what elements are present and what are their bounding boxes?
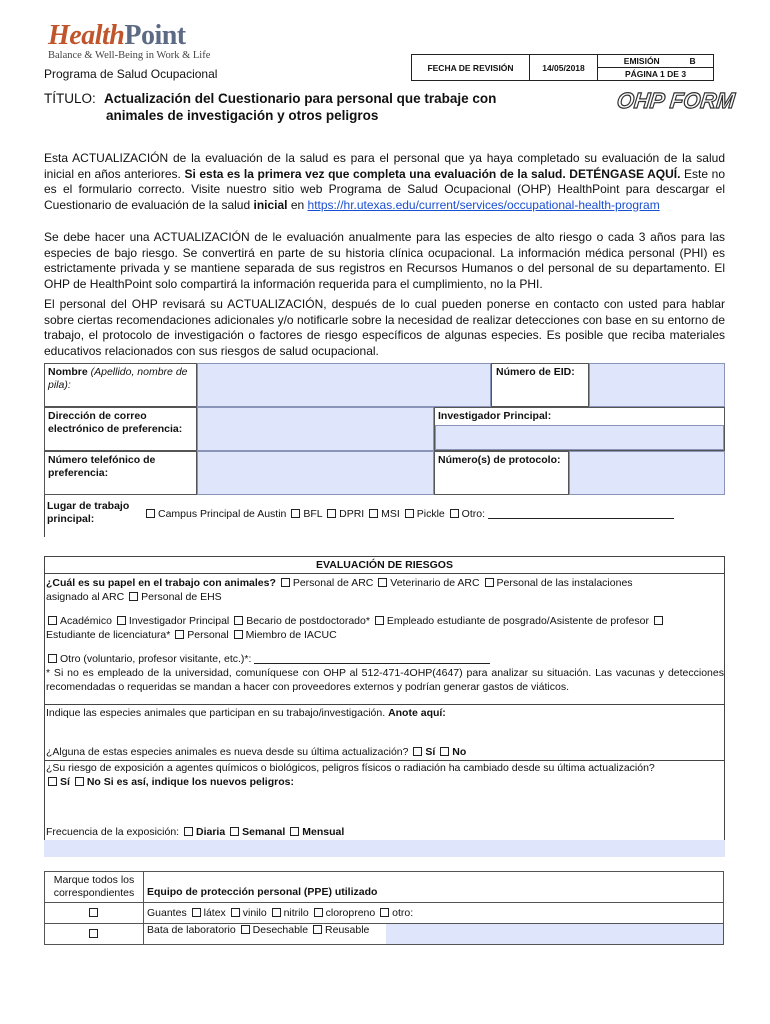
checkbox-gloves-other[interactable] xyxy=(380,908,389,917)
role-ehs: Personal de EHS xyxy=(141,590,222,603)
role-arc: Personal de ARC xyxy=(292,577,374,589)
checkbox-new-species-no[interactable] xyxy=(440,747,449,756)
exposure-border-left xyxy=(44,760,45,840)
checkbox-otro[interactable] xyxy=(450,509,459,518)
emision-label: EMISIÓN xyxy=(598,55,686,68)
exposure-border-right xyxy=(724,760,725,840)
pi-label: Investigador Principal: xyxy=(434,407,725,451)
labcoat-disposable: Desechable xyxy=(252,924,309,936)
checkbox-new-species-yes[interactable] xyxy=(413,747,422,756)
role-facilities-cont: asignado al ARC xyxy=(46,590,125,603)
checkbox-labcoat-reusable[interactable] xyxy=(313,925,322,934)
ohp-website-link[interactable]: https://hr.utexas.edu/current/services/occupational-health-program xyxy=(307,197,660,212)
title-line-1: Actualización del Cuestionario para personal que trabaje con xyxy=(104,91,497,106)
ppe-row2 xyxy=(144,924,724,945)
frequency-label: Frecuencia de la exposición: xyxy=(46,826,180,838)
checkbox-role-personal[interactable] xyxy=(175,630,184,639)
checkbox-freq-monthly[interactable] xyxy=(290,827,299,836)
checkbox-gloves-latex[interactable] xyxy=(192,908,201,917)
form-title xyxy=(44,90,564,124)
workplace-otro: Otro: xyxy=(461,508,486,520)
checkbox-role-arc[interactable] xyxy=(281,578,290,587)
checkbox-labcoat-disposable[interactable] xyxy=(241,925,250,934)
checkbox-pickle[interactable] xyxy=(405,509,414,518)
revision-table xyxy=(411,54,714,81)
role-iacuc: Miembro de IACUC xyxy=(245,628,337,641)
role-postdoc: Becario de postdoctorado* xyxy=(246,615,370,627)
checkbox-ppe-gloves[interactable] xyxy=(89,908,98,917)
program-name: Programa de Salud Ocupacional xyxy=(44,67,218,81)
role-other-block xyxy=(46,653,724,667)
role-vet: Veterinario de ARC xyxy=(390,577,480,589)
checkbox-role-pi[interactable] xyxy=(117,616,126,625)
intro-paragraph-3: El personal del OHP revisará su ACTUALIZACIÓN, después de lo cual pueden ponerse en contacto con usted para hablar sobre ciertas recomendaciones adicionales y/o notificarle sobre la necesidad de realizar detecciones con base en su entorno de trabajo, el protocolo de investigación o factores de riesgo específicos de algunas especies. Es posible que reciba materiales educativos relacionados con sus riesgos de salud ocupacional. xyxy=(44,297,725,358)
checkbox-role-grad[interactable] xyxy=(375,616,384,625)
workplace-border-left xyxy=(44,495,45,537)
ppe-col2-header: Equipo de protección personal (PPE) utilizado xyxy=(144,872,724,903)
workplace-pickle: Pickle xyxy=(416,508,445,520)
email-label: Dirección de correo electrónico de preferencia: xyxy=(44,407,197,451)
species-prompt-block xyxy=(46,707,724,721)
new-species-question: ¿Alguna de estas especies animales es nueva desde su última actualización? xyxy=(46,746,409,758)
page-indicator: PÁGINA 1 DE 3 xyxy=(598,68,714,81)
workplace-bfl: BFL xyxy=(303,508,323,520)
exposure-block xyxy=(46,762,724,789)
title-line-2: animales de investigación y otros peligros xyxy=(106,108,379,123)
fecha-label: FECHA DE REVISIÓN xyxy=(412,55,530,81)
checkbox-campus[interactable] xyxy=(146,509,155,518)
ppe-row1-check xyxy=(45,903,144,924)
role-grad: Empleado estudiante de posgrado/Asistente de profesor xyxy=(386,615,649,627)
checkbox-freq-weekly[interactable] xyxy=(230,827,239,836)
role-academic: Académico xyxy=(60,615,112,627)
ppe-col1-header: Marque todos los correspondientes xyxy=(45,872,144,903)
role-other-input[interactable] xyxy=(254,663,490,664)
protocol-label: Número(s) de protocolo: xyxy=(434,451,569,495)
ppe-gloves-label: Guantes xyxy=(147,907,187,919)
species-note: Anote aquí: xyxy=(388,707,446,719)
emision-value: B xyxy=(686,55,714,68)
ppe-labcoat-label: Bata de laboratorio xyxy=(147,924,236,936)
email-input[interactable] xyxy=(197,407,434,451)
nombre-hint: (Apellido, nombre de pila): xyxy=(48,366,188,391)
checkbox-role-iacuc[interactable] xyxy=(234,630,243,639)
logo-brand xyxy=(48,22,218,50)
new-species-block xyxy=(46,746,724,760)
fecha-value: 14/05/2018 xyxy=(530,55,598,81)
labcoat-fill[interactable] xyxy=(386,924,723,944)
checkbox-dpri[interactable] xyxy=(327,509,336,518)
checkbox-freq-daily[interactable] xyxy=(184,827,193,836)
risk-border-left xyxy=(44,574,45,704)
role-options-block xyxy=(46,615,724,642)
role-other: Otro (voluntario, profesor visitante, etc.)*: xyxy=(60,653,252,665)
p1-text-a: Esta ACTUALIZACIÓN de la evaluación de la salud es para el personal que ya haya completado su evaluación de la salud inicial en años anteriores. xyxy=(44,151,725,181)
freq-monthly: Mensual xyxy=(302,826,345,838)
title-label: TÍTULO: xyxy=(44,91,96,106)
checkbox-role-postdoc[interactable] xyxy=(234,616,243,625)
species-prompt: Indique las especies animales que participan en su trabajo/investigación. xyxy=(46,707,386,719)
labcoat-reusable: Reusable xyxy=(325,924,370,936)
workplace-otro-input[interactable] xyxy=(488,518,674,519)
gloves-nitrile: nitrilo xyxy=(283,907,309,919)
freq-weekly: Semanal xyxy=(242,826,286,838)
checkbox-role-other[interactable] xyxy=(48,654,57,663)
divider-exposure xyxy=(44,760,725,761)
ohp-form-stamp: OHP FORM xyxy=(615,88,737,113)
workplace-label: Lugar de trabajo principal: xyxy=(47,500,130,525)
workplace-options xyxy=(144,508,674,520)
logo-tagline: Balance & Well-Being in Work & Life xyxy=(48,50,211,61)
frequency-fill[interactable] xyxy=(44,840,725,857)
eid-input[interactable] xyxy=(589,363,725,407)
exposure-no-prompt: No Si es así, indique los nuevos peligros: xyxy=(86,775,294,788)
healthpoint-logo xyxy=(48,22,218,61)
ppe-row2-check xyxy=(45,924,144,945)
gloves-other: otro: xyxy=(392,907,414,919)
risk-border-right xyxy=(724,574,725,704)
checkbox-role-academic[interactable] xyxy=(48,616,57,625)
checkbox-ppe-labcoat[interactable] xyxy=(89,929,98,938)
workplace-campus: Campus Principal de Austin xyxy=(158,508,287,520)
protocol-input[interactable] xyxy=(569,451,725,495)
checkbox-exposure-no[interactable] xyxy=(75,777,84,786)
phone-label: Número telefónico de preferencia: xyxy=(44,451,197,495)
intro-paragraph-2: Se debe hacer una ACTUALIZACIÓN de le evaluación anualmente para las especies de alto riesgo o cada 3 años para las especies de bajo riesgo. Se convertirá en parte de su historia clínica ocupacional. La información médica personal (PHI) es estrictamente privada y se mantiene separada de sus registros en Recursos Humanos o del personal de su departamento. El OHP de HealthPoint solo compartirá la información requerida para el cumplimiento, no la PHI. xyxy=(44,230,725,291)
checkbox-role-ehs[interactable] xyxy=(129,592,138,601)
workplace-dpri: DPRI xyxy=(339,508,365,520)
phone-input[interactable] xyxy=(197,451,434,495)
exposure-question: ¿Su riesgo de exposición a agentes químicos o biológicos, peligros físicos o radiación ha cambiado desde su última actualización? xyxy=(46,762,655,774)
role-question-block xyxy=(46,577,724,604)
risk-footnote: * Si no es empleado de la universidad, comuníquese con OHP al 512-471-4OHP(4647) para analizar su situación. Las vacunas y detecciones recomendadas o requeridas se mandan a hacer con proveedores externos y podrían generar gastos de viáticos. xyxy=(46,667,724,693)
p1-text-e: en xyxy=(287,197,308,212)
gloves-latex: látex xyxy=(203,907,226,919)
species-border-left xyxy=(44,704,45,760)
checkbox-role-undergrad[interactable] xyxy=(654,616,663,625)
intro-paragraph-1 xyxy=(44,151,725,213)
risk-heading: EVALUACIÓN DE RIESGOS xyxy=(44,556,725,574)
ppe-row1 xyxy=(144,903,724,924)
logo-brand-point: Point xyxy=(124,20,186,51)
nombre-input[interactable] xyxy=(197,363,491,407)
checkbox-role-facilities[interactable] xyxy=(485,578,494,587)
checkbox-msi[interactable] xyxy=(369,509,378,518)
role-facilities: Personal de las instalaciones xyxy=(496,577,633,589)
role-question: ¿Cuál es su papel en el trabajo con animales? xyxy=(46,577,276,589)
checkbox-bfl[interactable] xyxy=(291,509,300,518)
role-personal: Personal xyxy=(187,628,229,641)
p1-initial: inicial xyxy=(253,197,288,212)
role-undergrad: Estudiante de licenciatura* xyxy=(46,628,171,641)
gloves-vinyl: vinilo xyxy=(242,907,267,919)
checkbox-exposure-yes[interactable] xyxy=(48,777,57,786)
p1-stop-warning: Si esta es la primera vez que completa una evaluación de la salud. DETÉNGASE AQUÍ. xyxy=(184,166,681,181)
new-species-no: No xyxy=(452,746,467,758)
checkbox-gloves-chloroprene[interactable] xyxy=(314,908,323,917)
ppe-table xyxy=(44,871,724,945)
checkbox-role-vet[interactable] xyxy=(378,578,387,587)
species-border-right xyxy=(724,704,725,760)
checkbox-gloves-nitrile[interactable] xyxy=(272,908,281,917)
frequency-block xyxy=(46,826,724,840)
role-pi: Investigador Principal xyxy=(128,615,230,627)
new-species-yes: Sí xyxy=(425,746,436,758)
divider-species xyxy=(44,704,725,705)
p1-text-c: Este no es el formulario correcto. Visite nuestro sitio web Programa de Salud Ocupacional (OHP) HealthPoint para descargar el Cuestionario de evaluación de la salud xyxy=(44,166,725,212)
gloves-chloroprene: cloropreno xyxy=(325,907,376,919)
exposure-yes: Sí xyxy=(60,775,70,788)
workplace-msi: MSI xyxy=(381,508,400,520)
eid-label: Número de EID: xyxy=(491,363,589,407)
freq-daily: Diaria xyxy=(196,826,226,838)
nombre-label: Nombre xyxy=(48,366,88,378)
checkbox-gloves-vinyl[interactable] xyxy=(231,908,240,917)
nombre-label-cell xyxy=(44,363,197,407)
logo-brand-health: Health xyxy=(48,20,125,51)
pi-input[interactable] xyxy=(435,425,724,450)
